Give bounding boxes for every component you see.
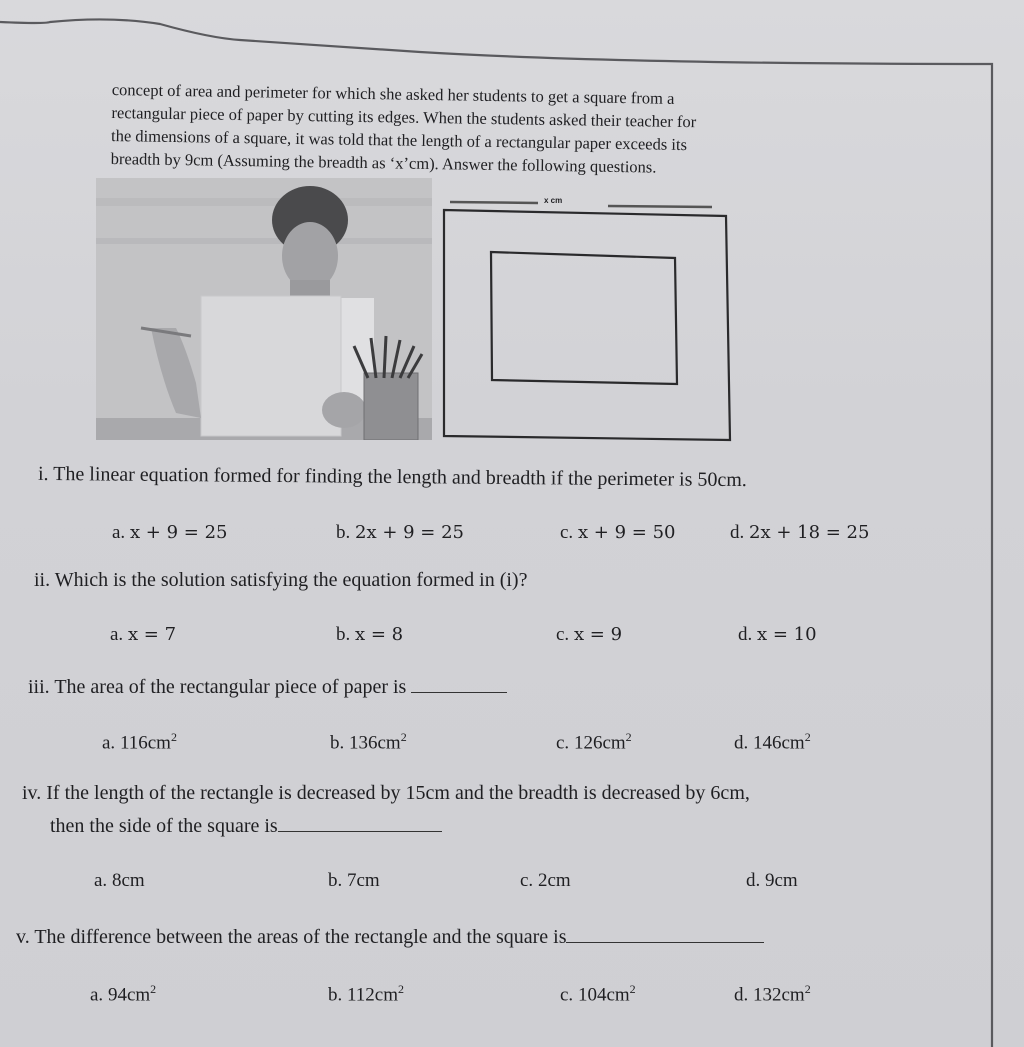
superscript: 2 bbox=[400, 730, 407, 744]
option-letter: d. bbox=[730, 522, 745, 543]
option-value: x = 10 bbox=[757, 624, 817, 645]
option-letter: d. bbox=[734, 984, 749, 1006]
option-c[interactable] bbox=[520, 870, 571, 892]
question-text: Which is the solution satisfying the equation formed in (i)? bbox=[54, 569, 528, 591]
option-b[interactable] bbox=[336, 624, 403, 646]
option-value: x + 9 = 25 bbox=[129, 522, 228, 543]
question-text: The area of the rectangular piece of paper is bbox=[54, 676, 407, 698]
question-number: i. bbox=[37, 462, 49, 485]
superscript: 2 bbox=[150, 982, 157, 996]
superscript: 2 bbox=[625, 730, 632, 744]
option-value: 7cm bbox=[347, 870, 380, 891]
option-c[interactable] bbox=[556, 730, 632, 754]
option-letter: b. bbox=[336, 522, 351, 543]
question-number: iv. bbox=[22, 782, 42, 804]
option-value: 94cm bbox=[107, 984, 151, 1006]
question-number: v. bbox=[16, 926, 30, 948]
option-b[interactable] bbox=[330, 730, 407, 754]
superscript: 2 bbox=[398, 982, 405, 996]
option-letter: b. bbox=[336, 624, 351, 645]
option-letter: d. bbox=[738, 624, 753, 645]
option-d[interactable] bbox=[730, 522, 869, 544]
option-letter: a. bbox=[112, 522, 126, 543]
option-a[interactable] bbox=[90, 982, 156, 1006]
option-value: 2x + 18 = 25 bbox=[749, 522, 870, 543]
option-c[interactable] bbox=[560, 522, 676, 544]
option-value: 104cm bbox=[577, 984, 630, 1006]
option-value: 132cm bbox=[753, 984, 805, 1006]
question-2 bbox=[34, 569, 527, 592]
question-number: ii. bbox=[34, 569, 51, 591]
option-value: x + 9 = 50 bbox=[577, 522, 676, 543]
question-text: The difference between the areas of the rectangle and the square is bbox=[34, 926, 567, 948]
option-letter: c. bbox=[560, 522, 574, 543]
option-d[interactable] bbox=[734, 982, 811, 1006]
option-letter: a. bbox=[94, 870, 108, 891]
option-d[interactable] bbox=[746, 870, 798, 892]
option-value: 8cm bbox=[111, 870, 145, 891]
question-4 bbox=[22, 782, 750, 805]
option-letter: b. bbox=[328, 870, 343, 891]
superscript: 2 bbox=[170, 730, 177, 744]
option-d[interactable] bbox=[734, 730, 811, 754]
option-letter: a. bbox=[102, 732, 116, 754]
option-value: x = 9 bbox=[573, 624, 623, 645]
option-letter: c. bbox=[556, 624, 570, 645]
option-value: x = 8 bbox=[355, 624, 404, 645]
option-value: 116cm bbox=[119, 732, 171, 754]
option-c[interactable] bbox=[556, 624, 622, 646]
option-b[interactable] bbox=[336, 522, 464, 544]
intro-line: breadth by 9cm (Assuming the breadth as ‘x’cm). Answer the following questions. bbox=[110, 148, 657, 177]
option-value: 112cm bbox=[347, 984, 399, 1006]
intro-paragraph bbox=[111, 78, 922, 183]
option-letter: c. bbox=[556, 732, 570, 754]
option-a[interactable] bbox=[102, 730, 177, 754]
option-letter: d. bbox=[746, 870, 761, 891]
option-value: 2cm bbox=[537, 870, 571, 891]
question-number: iii. bbox=[28, 676, 50, 698]
option-value: 2x + 9 = 25 bbox=[355, 522, 465, 543]
question-4-continued bbox=[50, 815, 442, 838]
boy-photo bbox=[96, 178, 432, 440]
superscript: 2 bbox=[804, 982, 811, 996]
option-letter: a. bbox=[110, 624, 124, 645]
option-value: 9cm bbox=[765, 870, 798, 891]
option-d[interactable] bbox=[738, 624, 817, 646]
option-letter: b. bbox=[328, 984, 343, 1006]
diagram-label: x cm bbox=[544, 196, 563, 205]
answer-blank[interactable] bbox=[411, 691, 507, 693]
option-letter: b. bbox=[330, 732, 345, 754]
option-value: 146cm bbox=[753, 732, 805, 754]
answer-blank[interactable] bbox=[278, 830, 442, 832]
question-text: then the side of the square is bbox=[50, 815, 278, 837]
question-text: The linear equation formed for finding the length and breadth if the perimeter is 50cm. bbox=[53, 463, 747, 492]
option-value: 126cm bbox=[573, 732, 626, 754]
superscript: 2 bbox=[629, 982, 636, 996]
option-a[interactable] bbox=[112, 522, 228, 544]
option-b[interactable] bbox=[328, 982, 404, 1006]
option-value: 136cm bbox=[349, 732, 401, 754]
option-a[interactable] bbox=[94, 870, 145, 892]
option-letter: d. bbox=[734, 732, 749, 754]
intro-line: the dimensions of a square, it was told that the length of a rectangular paper exceeds its bbox=[110, 125, 688, 155]
question-5 bbox=[16, 926, 764, 949]
option-value: x = 7 bbox=[127, 624, 177, 645]
option-letter: c. bbox=[560, 984, 574, 1006]
option-a[interactable] bbox=[110, 624, 176, 646]
question-3 bbox=[28, 676, 507, 699]
option-letter: c. bbox=[520, 870, 534, 891]
answer-blank[interactable] bbox=[566, 941, 764, 943]
intro-line: rectangular piece of paper by cutting its edges. When the students asked their teacher for bbox=[111, 102, 697, 132]
option-b[interactable] bbox=[328, 870, 380, 892]
intro-line: concept of area and perimeter for which she asked her students to get a square from a bbox=[111, 79, 675, 108]
option-letter: a. bbox=[90, 984, 104, 1006]
rectangle-diagram bbox=[440, 192, 732, 444]
option-c[interactable] bbox=[560, 982, 636, 1006]
question-text: If the length of the rectangle is decreased by 15cm and the breadth is decreased by 6cm, bbox=[46, 782, 750, 804]
superscript: 2 bbox=[804, 730, 811, 744]
